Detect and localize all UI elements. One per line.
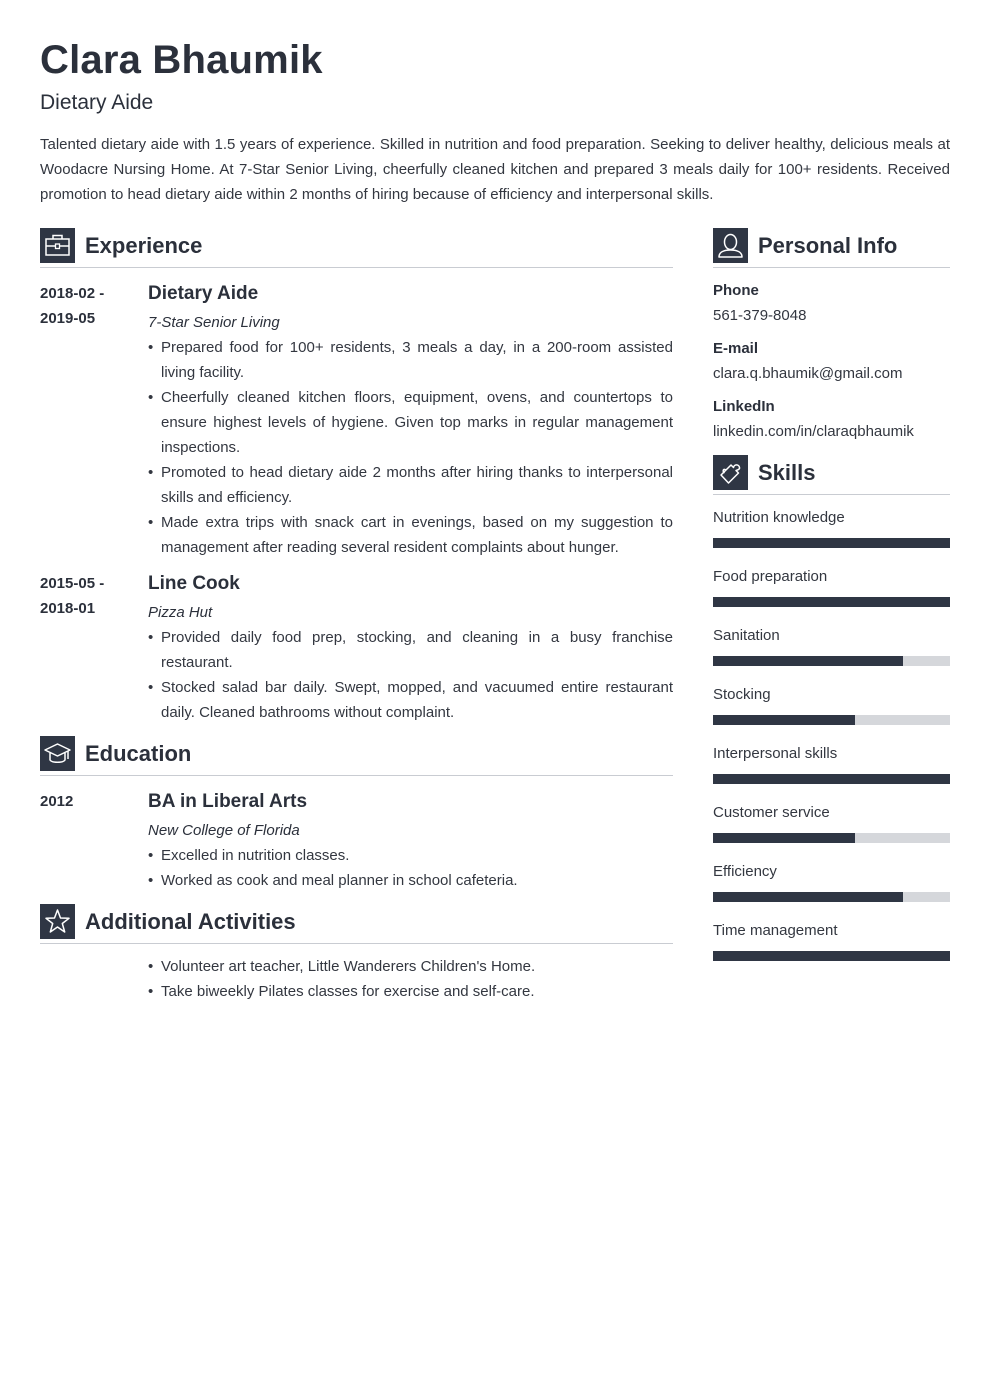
skills-section-title: Skills (758, 460, 816, 485)
date-start: 2018-02 - (40, 285, 105, 302)
job-role: Line Cook (148, 573, 240, 594)
skill-item (713, 922, 950, 972)
email-label: E-mail (713, 340, 759, 357)
skill-name: Interpersonal skills (713, 745, 838, 762)
skill-item (713, 745, 950, 795)
degree-name: BA in Liberal Arts (148, 791, 308, 812)
education-date: 2012 (40, 793, 74, 810)
skill-item (713, 804, 950, 854)
school-name: New College of Florida (148, 822, 300, 839)
education-body (148, 789, 673, 893)
phone-label: Phone (713, 282, 759, 299)
skill-level-bar (713, 774, 950, 784)
candidate-name: Clara Bhaumik (40, 38, 323, 82)
puzzle-icon (713, 455, 748, 490)
list-item: • Volunteer art teacher, Little Wanderers Children's Home. (148, 954, 673, 979)
personal-info-section-header (713, 228, 950, 268)
skills-section-header (713, 455, 950, 495)
skill-name: Nutrition knowledge (713, 509, 845, 526)
skill-item (713, 509, 950, 559)
phone-value: 561-379-8048 (713, 307, 807, 324)
education-section-title: Education (85, 741, 192, 766)
skill-level-bar (713, 656, 950, 666)
list-item: • Take biweekly Pilates classes for exercise and self-care. (148, 979, 673, 1004)
experience-body (148, 571, 673, 725)
list-item: • Stocked salad bar daily. Swept, mopped, and vacuumed entire restaurant daily. Cleaned bathrooms without complaint. (148, 675, 673, 725)
skill-level-fill (713, 774, 950, 784)
linkedin-value: linkedin.com/in/claraqbhaumik (713, 423, 914, 440)
skill-item (713, 686, 950, 736)
date-end: 2018-01 (40, 600, 96, 617)
skill-level-bar (713, 597, 950, 607)
skill-level-bar (713, 892, 950, 902)
experience-section-header (40, 228, 673, 268)
skill-level-fill (713, 892, 903, 902)
skill-name: Customer service (713, 804, 830, 821)
experience-entry (40, 571, 673, 726)
skill-level-fill (713, 715, 855, 725)
skill-level-bar (713, 951, 950, 961)
email-value: clara.q.bhaumik@gmail.com (713, 365, 903, 382)
date-end: 2019-05 (40, 310, 96, 327)
star-icon (40, 904, 75, 939)
activities-section-header (40, 904, 673, 944)
briefcase-icon (40, 228, 75, 263)
list-item: • Worked as cook and meal planner in school cafeteria. (148, 868, 673, 893)
education-entry (40, 789, 673, 894)
experience-entry (40, 281, 673, 561)
skill-name: Time management (713, 922, 838, 939)
list-item: • Provided daily food prep, stocking, and cleaning in a busy franchise restaurant. (148, 625, 673, 675)
skill-name: Stocking (713, 686, 771, 703)
activities-bullets (148, 954, 673, 1004)
education-section-header (40, 736, 673, 776)
skill-level-fill (713, 597, 950, 607)
skill-item (713, 627, 950, 677)
skill-level-bar (713, 833, 950, 843)
company-name: Pizza Hut (148, 604, 213, 621)
experience-section-title: Experience (85, 233, 203, 258)
experience-dates (40, 571, 140, 621)
skill-name: Sanitation (713, 627, 780, 644)
graduation-cap-icon (40, 736, 75, 771)
linkedin-label: LinkedIn (713, 398, 775, 415)
skill-level-bar (713, 538, 950, 548)
experience-dates (40, 281, 140, 331)
list-item: • Cheerfully cleaned kitchen floors, equipment, ovens, and countertops to ensure highest levels of hygiene. Given top marks in regular management inspections. (148, 385, 673, 460)
list-item: • Prepared food for 100+ residents, 3 meals a day, in a 200-room assisted living facility. (148, 335, 673, 385)
skill-item (713, 568, 950, 618)
skill-name: Efficiency (713, 863, 777, 880)
skill-level-fill (713, 951, 950, 961)
skill-level-bar (713, 715, 950, 725)
date-start: 2015-05 - (40, 575, 105, 592)
list-item: • Made extra trips with snack cart in evenings, based on my suggestion to management after reading several resident complaints about hunger. (148, 510, 673, 560)
activities-section-title: Additional Activities (85, 909, 296, 934)
job-role: Dietary Aide (148, 283, 259, 304)
candidate-title: Dietary Aide (40, 91, 154, 114)
experience-bullets (148, 335, 673, 560)
personal-info-section-title: Personal Info (758, 233, 898, 258)
experience-body (148, 281, 673, 560)
company-name: 7-Star Senior Living (148, 314, 280, 331)
skill-name: Food preparation (713, 568, 828, 585)
skill-item (713, 863, 950, 913)
list-item: • Excelled in nutrition classes. (148, 843, 673, 868)
skill-level-fill (713, 656, 903, 666)
list-item: • Promoted to head dietary aide 2 months after hiring thanks to interpersonal skills and efficiency. (148, 460, 673, 510)
experience-bullets (148, 625, 673, 725)
activities-body (148, 954, 673, 1004)
skill-level-fill (713, 538, 950, 548)
person-icon (713, 228, 748, 263)
skill-level-fill (713, 833, 855, 843)
activities-entry (40, 954, 673, 1009)
education-bullets (148, 843, 673, 893)
summary-paragraph: Talented dietary aide with 1.5 years of experience. Skilled in nutrition and food preparation. Seeking to deliver healthy, delicious meals at Woodacre Nursing Home. At 7-Star Senior Living, cheerfully cleaned kitchen and prepared 3 meals daily for 100+ residents. Received promotion to head dietary aide within 2 months of hiring because of efficiency and interpersonal skills. (40, 136, 950, 203)
